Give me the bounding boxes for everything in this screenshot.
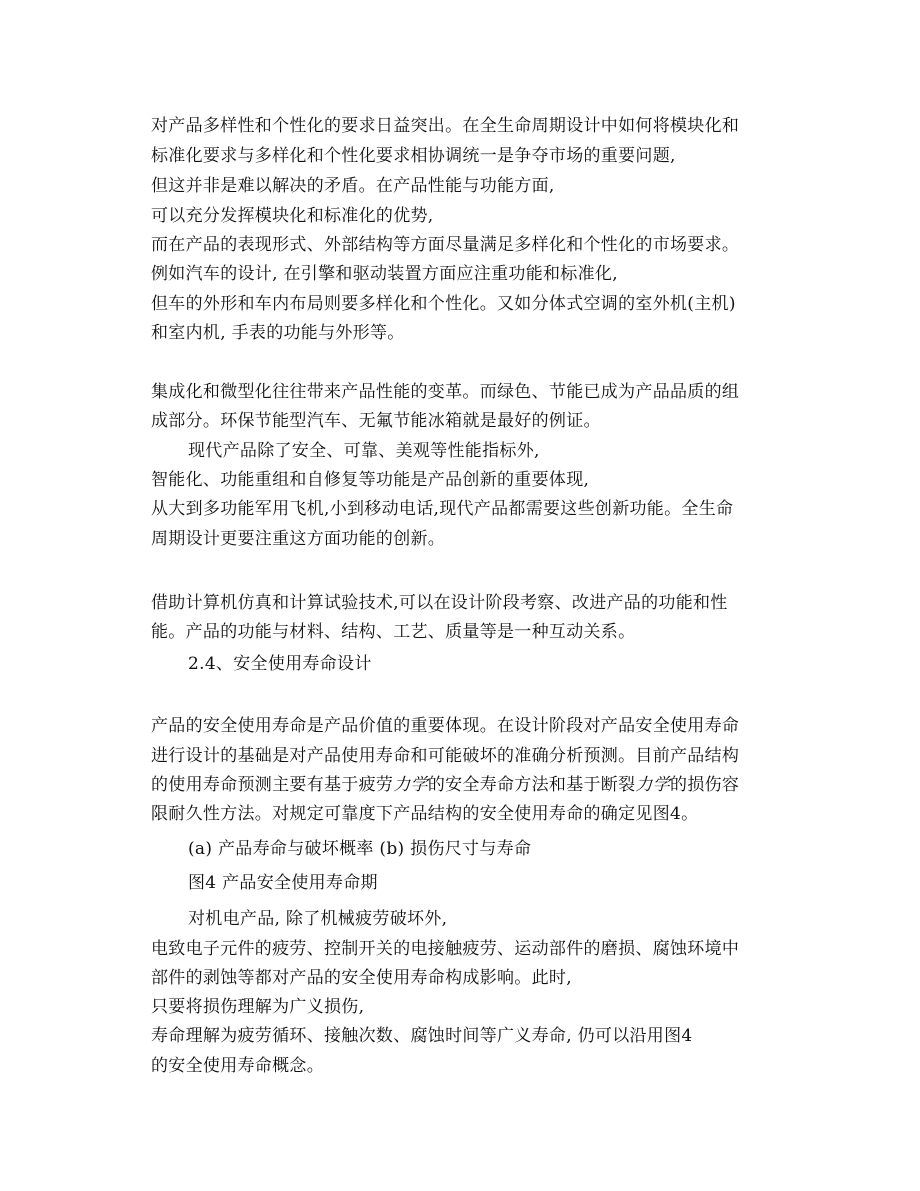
paragraph-6-line-3: 部件的剥蚀等都对产品的安全使用寿命构成影响。此时, [151,968,572,988]
section-heading: 2.4、安全使用寿命设计 [188,654,372,674]
paragraph-6-line-2: 电致电子元件的疲劳、控制开关的电接触疲劳、运动部件的磨损、腐蚀环境中 [151,939,740,959]
paragraph-3-line-1: 现代产品除了安全、可靠、美观等性能指标外, [188,441,540,461]
paragraph-1-line-3: 但这并非是难以解决的矛盾。在产品性能与功能方面, [151,176,555,196]
figure-caption: 图4 产品安全使用寿命期 [188,873,378,893]
paragraph-5-line-3-part-c: 的安全寿命方法和基于断裂 [427,775,636,795]
paragraph-3-line-2: 智能化、功能重组和自修复等功能是产品创新的重要体现, [151,470,590,490]
paragraph-6-line-1: 对机电产品, 除了机械疲劳破坏外, [188,909,448,929]
paragraph-5-line-1: 产品的安全使用寿命是产品价值的重要体现。在设计阶段对产品安全使用寿命 [151,716,740,736]
paragraph-5-line-4: 限耐久性方法。对规定可靠度下产品结构的安全使用寿命的确定见图4。 [151,804,699,824]
paragraph-5-line-3-part-e: 的损伤容 [670,775,740,795]
paragraph-6-line-5: 寿命理解为疲劳循环、接触次数、腐蚀时间等广义寿命, 仍可以沿用图4 [151,1026,693,1046]
paragraph-3-line-3: 从大到多功能军用飞机,小到移动电话,现代产品都需要这些创新功能。全生命 [151,499,734,519]
mechanics-term-1: 力学 [393,775,428,795]
paragraph-6-line-6: 的安全使用寿命概念。 [151,1056,324,1076]
paragraph-1-line-1: 对产品多样性和个性化的要求日益突出。在全生命周期设计中如何将模块化和 [151,116,740,136]
paragraph-2-line-2: 成部分。环保节能型汽车、无氟节能冰箱就是最好的例证。 [151,411,601,431]
paragraph-5-line-2: 进行设计的基础是对产品使用寿命和可能破坏的准确分析预测。目前产品结构 [151,746,740,766]
paragraph-6-line-4: 只要将损伤理解为广义损伤, [151,997,365,1017]
paragraph-1-line-5: 而在产品的表现形式、外部结构等方面尽量满足多样化和个性化的市场要求。 [151,235,740,255]
mechanics-term-2: 力学 [635,775,671,795]
paragraph-1-line-4: 可以充分发挥模块化和标准化的优势, [151,206,434,226]
paragraph-2-line-1: 集成化和微型化往往带来产品性能的变革。而绿色、节能已成为产品品质的组 [151,382,740,402]
paragraph-1-line-7: 但车的外形和车内布局则要多样化和个性化。又如分体式空调的室外机(主机) [151,294,736,314]
paragraph-5-line-3-part-a: 的使用寿命预测主要有基于疲劳 [151,775,394,795]
paragraph-1-line-6: 例如汽车的设计, 在引擎和驱动装置方面应注重功能和标准化, [151,264,618,284]
figure-subcaption: (a) 产品寿命与破坏概率 (b) 损伤尺寸与寿命 [188,839,532,859]
paragraph-5-line-3 [151,772,739,798]
paragraph-1-line-8: 和室内机, 手表的功能与外形等。 [151,323,405,343]
paragraph-1-line-2: 标准化要求与多样化和个性化要求相协调统一是争夺市场的重要问题, [151,146,676,166]
paragraph-4-line-1: 借助计算机仿真和计算试验技术,可以在设计阶段考察、改进产品的功能和性 [151,593,728,613]
paragraph-3-line-4: 周期设计更要注重这方面功能的创新。 [151,529,446,549]
paragraph-4-line-2: 能。产品的功能与材料、结构、工艺、质量等是一种互动关系。 [151,622,636,642]
